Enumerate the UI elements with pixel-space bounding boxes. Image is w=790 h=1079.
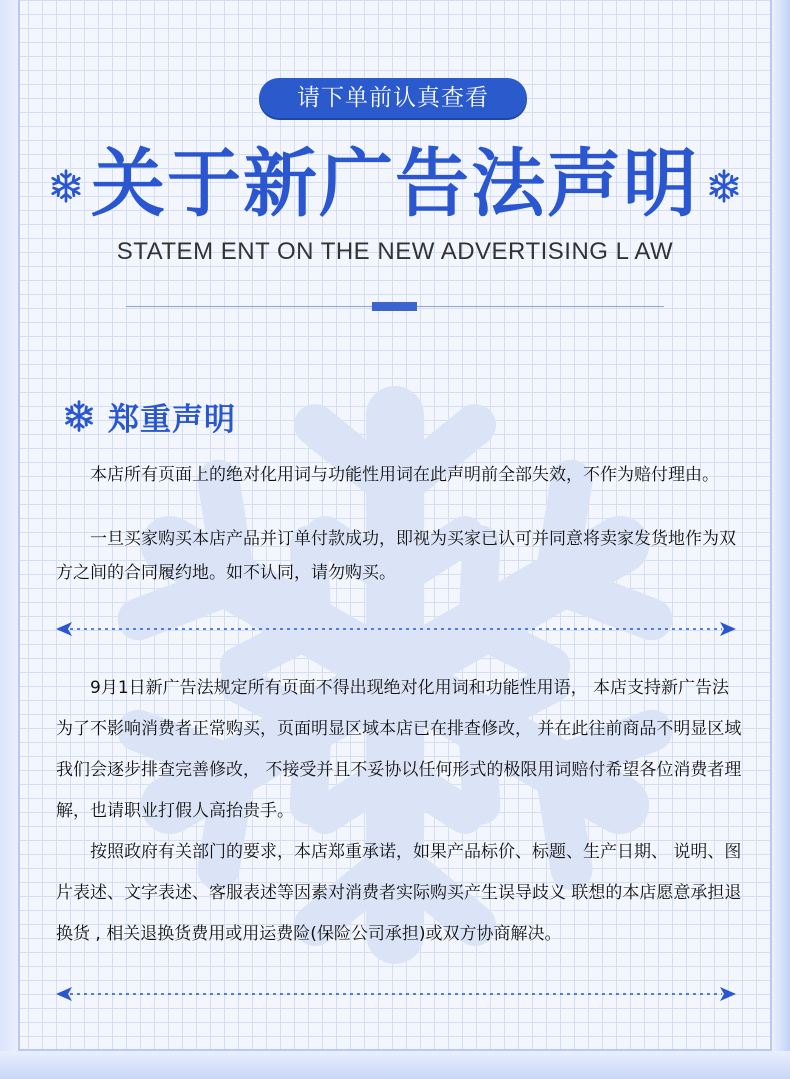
snowflake-icon: [48, 168, 84, 204]
pill-badge: 请下单前认真查看: [259, 78, 527, 118]
frame-inner-line-right: [770, 0, 772, 1051]
statement-paragraph-4: 按照政府有关部门的要求，本店郑重承诺，如果产品标价、标题、生产日期、 说明、图片表述、文字表述、客服表述等因素对消费者实际购买产生误导歧义 联想的本店愿意承担退换货 , 相关退换货费用或用运费险(保险公司承担)或双方协商解决。: [56, 842, 742, 944]
page-subtitle: STATEM ENT ON THE NEW ADVERTISING L AW: [116, 238, 674, 265]
statement-paragraph-2: 一旦买家购买本店产品并订单付款成功，即视为买家已认可并同意将卖家发货地作为双方之间的合同履约地。如不认同，请勿购买。: [56, 529, 736, 583]
section-title: 郑重声明: [108, 401, 236, 438]
divider-accent-bar: [372, 302, 417, 311]
snowflake-icon: [62, 399, 96, 433]
dotted-arrow-divider: [56, 620, 736, 638]
frame-inner-line-left: [18, 0, 20, 1051]
frame-inner-line-bottom: [18, 1049, 772, 1051]
frame-right-border: [772, 0, 790, 1079]
section-heading: [62, 392, 236, 440]
snowflake-icon: [706, 168, 742, 204]
frame-bottom-border: [0, 1051, 790, 1079]
statement-paragraph-1: 本店所有页面上的绝对化用词与功能性用词在此声明前全部失效，不作为赔付理由。: [90, 465, 719, 485]
page-title: 关于新广告法声明: [91, 141, 699, 227]
statement-paragraph-3: 9月1日新广告法规定所有页面不得出现绝对化用词和功能性用语， 本店支持新广告法为了不影响消费者正常购买，页面明显区域本店已在排查修改， 并在此往前商品不明显区域我们会逐步排查完善修改， 不接受并且不妥协以任何形式的极限用词赔付希望各位消费者理解，也请职业打假人高抬贵手。: [56, 678, 742, 821]
dotted-arrow-divider: [56, 985, 736, 1003]
frame-left-border: [0, 0, 18, 1079]
